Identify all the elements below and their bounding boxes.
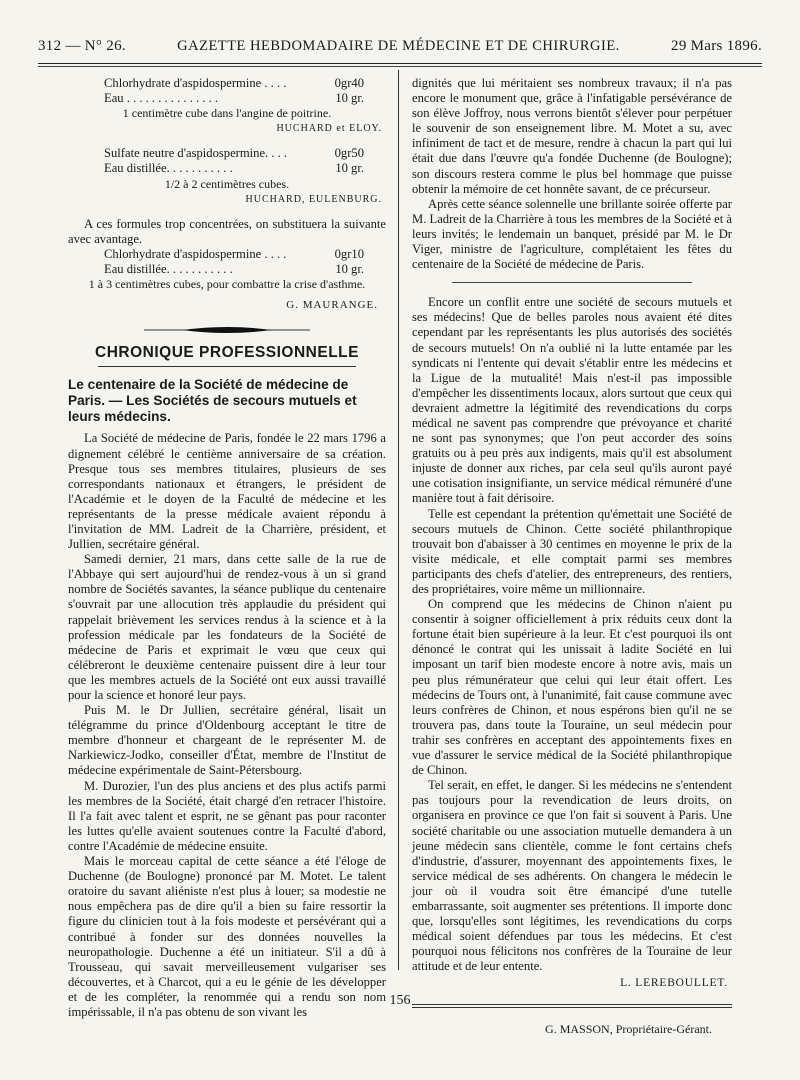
header-date: 29 Mars 1896.: [671, 38, 762, 54]
signature: G. MAURANGE.: [286, 299, 378, 312]
header-rule: [38, 63, 762, 64]
formula-authors: HUCHARD et ELOY.: [276, 123, 382, 135]
formula-note: 1 à 3 centimètres cubes, pour combattre la crise d'asthme.: [88, 277, 366, 292]
header-rule: [38, 66, 762, 67]
section-title: CHRONIQUE PROFESSIONNELLE: [95, 344, 359, 362]
formula-intro: A ces formules trop concentrées, on substituera la suivante avec avantage.: [68, 216, 386, 246]
formula-row: Eau distillée. . . . . . . . . . . 10 gr.: [104, 161, 364, 176]
formula-note: 1/2 à 2 centimètres cubes.: [164, 176, 290, 191]
section-rule: [452, 282, 692, 283]
paragraph: Telle est cependant la prétention qu'émettait une Société de secours mutuels de Chinon. Cette société philanthropique trouvait bon d'abaisser à 30 centimes en moyenne le prix de la visite médicale, et elle comptait parmi ses membres participants des chefs d'atelier, des entrepreneurs, des rentiers, des propriétaires, voire même un millionnaire.: [412, 506, 732, 596]
ornament-divider: [68, 325, 386, 335]
formula-2: [104, 146, 364, 176]
right-column: [412, 76, 732, 1037]
paragraph: La Société de médecine de Paris, fondée le 22 mars 1796 a dignement célébré le centième anniversaire de sa création. Presque tous ses membres titulaires, plusieurs de ses correspondants nationaux et étrangers, le président de l'Académie et le doyen de la Faculté de médecine et les représentants de la presse médicale avaient répondu à l'invitation de MM. Ladreit de la Charrière, président, et Jullien, secrétaire général.: [68, 431, 386, 552]
formula-row: Sulfate neutre d'aspidospermine. . . . 0gr50: [104, 146, 364, 161]
article-author: L. LEREBOULLET.: [620, 977, 728, 990]
paragraph: Après cette séance solennelle une brillante soirée offerte par M. Ladreit de la Charrière à tous les membres de la Société et à leurs invités; le lendemain un banquet, présidé par M. le Dr Viger, ministre de l'agriculture, complétaient les fêtes du centenaire de la Société de médecine de Paris.: [412, 196, 732, 272]
section-rule: [98, 366, 356, 367]
paragraph: Encore un conflit entre une société de secours mutuels et ses médecins! Que de belles paroles nous avaient été dites cependant par les représentants les plus autorisés des sociétés de secours mutuels! On n'a oublié ni la lutte entamée par les syndicats ni l'entente qui devait s'établir entre les médecins et la Ligue de la mutualité! Mais n'est-il pas impossible d'empêcher les dissentiments locaux, alors surtout que ceux qui devraient admettre la légitimité des revendications du corps médical ne savent pas comprendre que prévoyance et charité ne sont pas synonymes; que l'on peut accorder des soins gratuits ou à peu près aux indigents, mais qu'il est absolument injuste de donner aux riches, par cela seul qu'ils auront payé une cotisation insignifiante, un service médical rémunéré d'une manière tout à fait dérisoire.: [412, 295, 732, 506]
formula-1: [104, 76, 364, 106]
paragraph: Mais le morceau capital de cette séance a été l'éloge de Duchenne (de Boulogne) prononcé par M. Motet. Le talent oratoire du savant aliéniste n'est plus à louer; sa modestie ne nous empêchera pas de dire qu'il a bien su faire ressortir la figure du clinicien tout à la fois modeste et persévérant qui a contribué à fonder sur des données nouvelles la neuropathologie. Duchenne a été un initiateur. S'il a dû à Trousseau, qui savait merveilleusement vulgariser ses découvertes, et à Charcot, qui a eu le génie de les développer et de les compléter, la renommée qui a rendu son nom impérissable, il n'a pas obtenu de son vivant les: [68, 854, 386, 1019]
paragraph: Samedi dernier, 21 mars, dans cette salle de la rue de l'Abbaye qui sert aujourd'hui de rendez-vous à un si grand nombre de Sociétés savantes, la séance publique du centenaire s'ouvrait par une allocution très applaudie du président qui rappelait brièvement les services rendus à la science et à la profession médicale par les fondateurs de la Société de médecine de Paris et exprimait le vœu que ceux qui célébreront le deuxième centenaire puissent dire à leur tour que les membres actuels de la Société ont eux aussi travaillé pour la science et honoré leur pays.: [68, 552, 386, 702]
formula-note: 1 centimètre cube dans l'angine de poitrine.: [122, 106, 332, 121]
column-divider: [398, 70, 399, 970]
paragraph: dignités que lui méritaient ses nombreux travaux; il n'a pas encore le monument que, grâce à l'infatigable persévérance de son élève Joffroy, nous verrons bientôt s'élever pour perpétuer le souvenir de son enseignement libre. M. Motet a su, avec infiniment de tact et de mesure, rendre à chacun la part qui lui était due dans l'œuvre qu'a fondée Duchenne (de Boulogne); son discours restera comme le plus bel hommage que puisse obtenir la mémoire de cet honnête savant, de ce précurseur.: [412, 76, 732, 196]
ornament-icon: [142, 325, 312, 335]
formula-authors: HUCHARD, EULENBURG.: [245, 193, 382, 205]
paragraph: Puis M. le Dr Jullien, secrétaire général, lisait un télégramme du prince d'Oldenbourg acceptant le titre de membre d'honneur et chargeant de le représenter M. de Narkiewicz-Jodko, conseiller d'État, membre de l'Institut de médecine expérimentale de Saint-Pétersbourg.: [68, 703, 386, 778]
formula-row: Chlorhydrate d'aspidospermine . . . . 0gr40: [104, 76, 364, 90]
formula-row: Chlorhydrate d'aspidospermine . . . . 0gr10: [104, 246, 364, 261]
formula-row: Eau . . . . . . . . . . . . . . . 10 gr.: [104, 91, 364, 106]
paragraph: Tel serait, en effet, le danger. Si les médecins ne s'entendent pas toujours pour la revendication de leurs droits, on organisera en province ce que l'on fait si souvent à Paris. Une société charitable ou une association mutuelle demandera à un jeune médecin sans clientèle, comme le font certains chefs d'industrie, d'assurer, moyennant des appointements fixes, le service médical de ses adhérents. On changera le médecin le jour où il voudra soit être émancipé d'une tutelle embarrassante, soit augmenter ses prétentions. Il importe donc que, lorsqu'elles sont légitimes, les revendications du corps médical soient défendues par tous les médecins. Et c'est pourquoi nous félicitons nos confrères de la Touraine de leur attitude et de leur entente.: [412, 778, 732, 974]
paragraph: M. Durozier, l'un des plus anciens et des plus actifs parmi les membres de la Société, était chargé d'en retracer l'histoire. Il l'a fait avec talent et esprit, ne se gênant pas pour raconter les luttes qu'elle avaient soutenues contre la Faculté d'abord, contre l'Académie de médecine ensuite.: [68, 778, 386, 853]
formula-row: Eau distillée. . . . . . . . . . . 10 gr.: [104, 262, 364, 277]
article-title: Le centenaire de la Société de médecine de Paris. — Les Sociétés de secours mutuels et leurs médecins.: [68, 377, 357, 425]
page-header: [38, 38, 762, 60]
formula-3: [104, 247, 364, 277]
left-column: [68, 76, 386, 1020]
publisher-line: G. MASSON, Propriétaire-Gérant.: [545, 1021, 712, 1036]
page-number: 156: [389, 993, 411, 1008]
paragraph: On comprend que les médecins de Chinon n'aient pu consentir à soigner officiellement à prix réduits ceux dont la fortune était bien supérieure à la leur. Et c'est pourquoi ils ont dénoncé le contrat qui les unissait à ladite Société en lui imposant un tarif bien modeste encore à notre avis, mais un peu plus rémunérateur que celui qui leur était offert. Les médecins de Tours ont, à l'unanimité, fait cause commune avec leurs confrères de Chinon, et nous espérons bien qu'il ne se trouvera pas, dans toute la Touraine, un seul médecin pour trahir ses confrères en acceptant des appointements fixes en vue d'assurer le service médical de la Société philanthropique de Chinon.: [412, 597, 732, 778]
header-issue: 312 — N° 26.: [38, 38, 126, 54]
header-title: GAZETTE HEBDOMADAIRE DE MÉDECINE ET DE CHIRURGIE.: [177, 38, 620, 54]
